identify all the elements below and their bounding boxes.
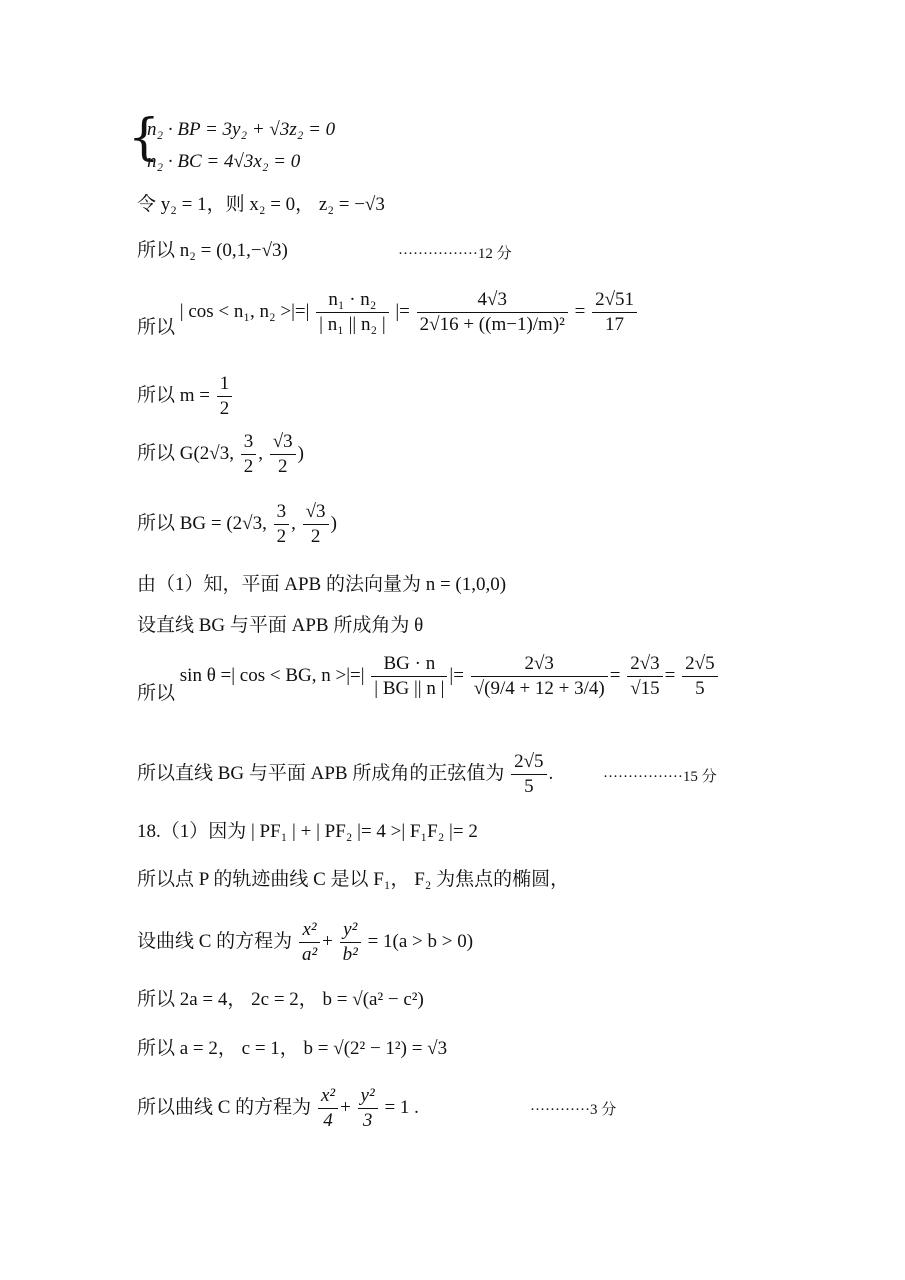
prefix: 所以直线 BG 与平面 APB 所成角的正弦值为 xyxy=(137,762,505,784)
numerator: y² xyxy=(340,918,361,943)
numerator: 3 xyxy=(274,500,290,525)
frac-2sqrt3-big xyxy=(471,652,608,701)
params-line-1: 所以 2a = 4， 2c = 2， b = √(a² − c²) xyxy=(137,989,424,1010)
denominator: 2 xyxy=(243,456,254,477)
numerator: √3 xyxy=(270,430,296,455)
cos-expr: | cos < n₁, n₂ >|=| xyxy=(179,300,310,322)
numerator: 2√3 xyxy=(471,652,608,677)
numerator: 2√51 xyxy=(592,288,637,313)
denominator: 4 xyxy=(323,1110,333,1131)
denominator: 17 xyxy=(605,314,625,335)
normal-vector-line: 由（1）知，平面 APB 的法向量为 n = (1,0,0) xyxy=(137,574,507,595)
denominator: √(9/4 + 12 + 3/4) xyxy=(473,678,605,699)
score-15: ················15 分 xyxy=(603,769,717,785)
denominator: 5 xyxy=(524,776,534,797)
m-value-line xyxy=(137,372,234,421)
score-3: ············3 分 xyxy=(530,1102,617,1118)
sine-value-line: 所以直线 BG 与平面 APB 所成角的正弦值为 $\frac{2√5}{5}$ . xyxy=(137,751,554,797)
system-equation-1: n₂ · BP = 3y₂ + √3z₂ = 0 xyxy=(147,119,336,140)
prefix: 所以 xyxy=(137,682,176,704)
set-y2-line: 令 y₂ = 1，则 x₂ = 0， z₂ = −√3 xyxy=(137,194,385,215)
equals: |= xyxy=(395,300,410,322)
denominator: a² xyxy=(301,944,318,965)
n2-vector-line: 所以 n₂ = (0,1,−√3) xyxy=(137,240,288,261)
denominator: 2 xyxy=(276,526,287,547)
denominator: √15 xyxy=(630,678,660,699)
prefix: 所以 m = xyxy=(137,384,210,406)
numerator: n₁ · n₂ xyxy=(316,288,388,313)
bg-vector-line: 所以 BG = (2√3, $\frac{3}{2}$ , $\frac{√3}{2}$ ) xyxy=(137,501,337,547)
problem-18-line: 18.（1）因为 | PF₁ | + | PF₂ |= 4 >| F₁F₂ |= 2 xyxy=(137,821,478,842)
sin-expr: sin θ =| cos < BG, n >|=| xyxy=(179,664,365,686)
denominator: 2 xyxy=(310,526,321,547)
numerator: 1 xyxy=(217,372,233,397)
system-equation-2: n₂ · BC = 4√3x₂ = 0 xyxy=(147,151,301,172)
denominator: b² xyxy=(342,944,358,965)
numerator: y² xyxy=(358,1084,378,1109)
numerator: 3 xyxy=(241,430,257,455)
sin-theta-line: 所以 sin θ =| cos < BG, n >|=| $\frac{BG \cdot n}{| BG || n |}$ |= $\frac{2√3}{√(9/4 + 12 + 3/4)}$ = $\frac{2√3}{√15}$ = $\frac{2√5}{5}$ xyxy=(137,652,720,701)
denominator: 5 xyxy=(695,678,705,699)
frac-4sqrt3 xyxy=(417,288,568,337)
suffix: = 1(a > b > 0) xyxy=(367,930,474,952)
frac-bg-dot-n xyxy=(371,652,447,701)
score-12: ················12 分 xyxy=(398,246,512,262)
curve-equation-line: 设曲线 C 的方程为 $\frac{\text{x²}}{\text{a²}}$ + $\frac{\text{y²}}{\text{b²}}$ = 1(a > b > 0) xyxy=(137,919,474,965)
numerator: x² xyxy=(299,918,320,943)
frac-3-2 xyxy=(241,430,257,479)
cos-n1-n2-line xyxy=(137,288,639,337)
prefix: 设曲线 C 的方程为 xyxy=(137,930,293,952)
frac-2sqrt5-5 xyxy=(682,652,717,701)
g-point-line: 所以 G(2√3, $\frac{3}{2}$ , $\frac{√3}{2}$ ) xyxy=(137,431,304,477)
params-line-2: 所以 a = 2， c = 1， b = √(2² − 1²) = √3 xyxy=(137,1038,448,1059)
numerator: 2√5 xyxy=(511,750,546,775)
final-equation-line: 所以曲线 C 的方程为 $\frac{\text{x²}}{4}$ + $\frac{\text{y²}}{3}$ = 1 . xyxy=(137,1085,419,1131)
frac-x2-a2 xyxy=(299,918,320,967)
numerator: √3 xyxy=(303,500,329,525)
numerator: BG · n xyxy=(371,652,447,677)
frac-2sqrt5-5-result xyxy=(511,750,546,799)
frac-2sqrt3-sqrt15 xyxy=(627,652,662,701)
prefix: 所以 G(2√3, xyxy=(137,442,234,464)
frac-2sqrt51-17 xyxy=(592,288,637,337)
frac-sqrt3-2 xyxy=(303,500,329,549)
prefix: 所以曲线 C 的方程为 xyxy=(137,1096,312,1118)
denominator: 3 xyxy=(362,1110,373,1131)
angle-theta-line: 设直线 BG 与平面 APB 所成角为 θ xyxy=(137,615,424,636)
prefix: 所以 xyxy=(137,316,176,338)
numerator: 2√3 xyxy=(627,652,662,677)
frac-y2-3 xyxy=(358,1084,378,1133)
system-brace: { xyxy=(128,108,160,166)
numerator: 2√5 xyxy=(682,652,717,677)
numerator: x² xyxy=(318,1084,338,1109)
frac-dot-over-norms xyxy=(316,288,388,337)
frac-1-2 xyxy=(217,372,233,421)
denominator: | n₁ || n₂ | xyxy=(319,314,386,335)
denominator: 2 xyxy=(277,456,288,477)
ellipse-locus-line: 所以点 P 的轨迹曲线 C 是以 F₁， F₂ 为焦点的椭圆， xyxy=(137,869,570,890)
numerator: 4√3 xyxy=(417,288,568,313)
frac-3-2 xyxy=(274,500,290,549)
equals-sign: = xyxy=(574,300,586,322)
denominator: 2 xyxy=(219,398,230,419)
denominator: | BG || n | xyxy=(374,678,445,699)
prefix: 所以 BG = (2√3, xyxy=(137,512,267,534)
suffix: = 1 . xyxy=(384,1096,419,1118)
denominator: 2√16 + ((m−1)/m)² xyxy=(419,314,565,335)
frac-sqrt3-2 xyxy=(270,430,296,479)
frac-x2-4 xyxy=(318,1084,338,1133)
frac-y2-b2 xyxy=(340,918,361,967)
